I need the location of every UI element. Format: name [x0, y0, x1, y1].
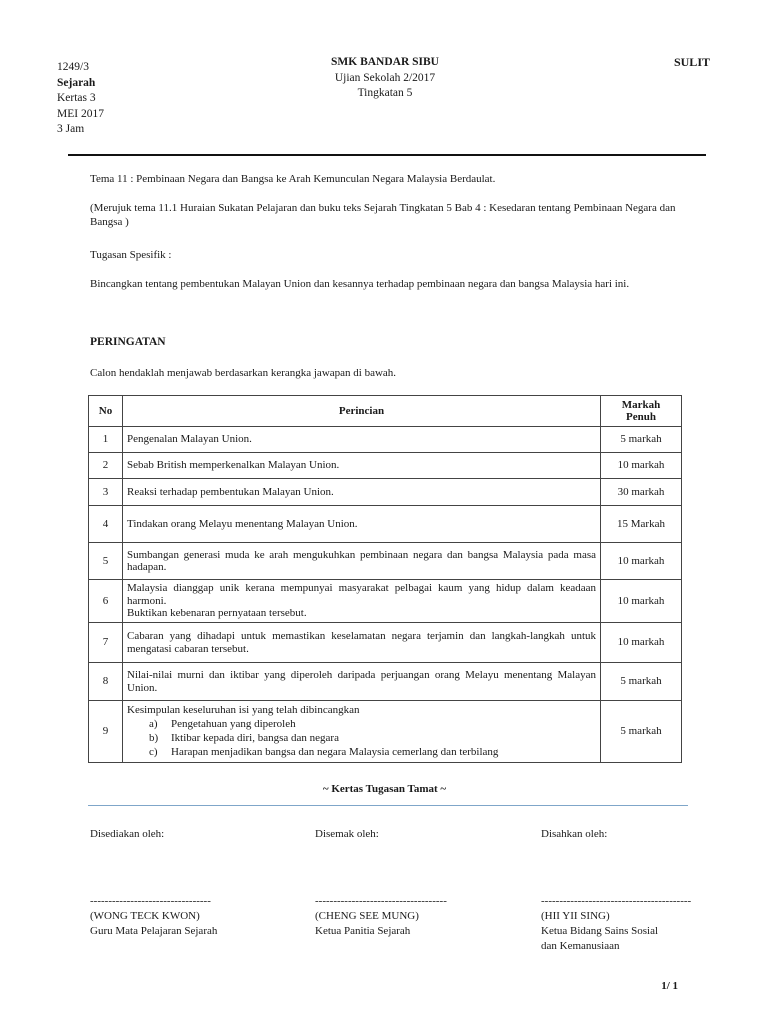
table-row [89, 663, 682, 701]
school-name: SMK BANDAR SIBU [331, 56, 439, 68]
list-item-label: c) [149, 745, 158, 758]
col-header-detail: Perincian [123, 396, 601, 427]
paper-code: 1249/3 [57, 61, 89, 73]
signatory-name: (CHENG SEE MUNG) [315, 910, 419, 922]
signatory-name: (HII YII SING) [541, 910, 610, 922]
task-label: Tugasan Spesifik : [90, 249, 172, 261]
list-item [127, 717, 596, 731]
page-number: 1/ 1 [661, 980, 678, 992]
table-row [89, 479, 682, 506]
signature-role: Disahkan oleh: [541, 828, 608, 840]
table-header-row [89, 396, 682, 427]
signatory-title: Ketua Bidang Sains Sosial [541, 925, 659, 937]
warning-title: PERINGATAN [90, 336, 166, 348]
exam-name: Ujian Sekolah 2/2017 [334, 71, 436, 84]
row-number: 2 [89, 453, 123, 479]
classification-label: SULIT [673, 55, 710, 69]
row-detail: Sumbangan generasi muda ke arah mengukuhkan pembinaan negara dan bangsa Malaysia pada masa hadapan. [123, 543, 601, 580]
row-detail-line: Kesimpulan keseluruhan isi yang telah dibincangkan [127, 704, 360, 717]
row-marks: 10 markah [601, 453, 682, 479]
row-detail [123, 701, 601, 763]
table-row [89, 701, 682, 763]
row-marks: 10 markah [601, 580, 682, 623]
row-detail-line: Buktikan kebenaran pernyataan tersebut. [127, 607, 307, 620]
form-level: Tingkatan 5 [357, 87, 413, 99]
col-header-marks-line2: Penuh [626, 411, 656, 423]
list-item-text: Pengetahuan yang diperoleh [171, 717, 296, 730]
list-item [127, 745, 596, 759]
signature-block-prepared [90, 827, 290, 939]
col-header-no: No [89, 396, 123, 427]
table-row [89, 623, 682, 663]
row-marks: 10 markah [601, 623, 682, 663]
row-number: 3 [89, 479, 123, 506]
paper-number: Kertas 3 [57, 92, 96, 104]
row-marks: 5 markah [601, 427, 682, 453]
row-number: 9 [89, 701, 123, 763]
row-marks: 10 markah [601, 543, 682, 580]
list-item-text: Iktibar kepada diri, bangsa dan negara [171, 731, 339, 744]
list-item-text: Harapan menjadikan bangsa dan negara Malaysia cemerlang dan terbilang [171, 745, 499, 758]
signatory-title: Ketua Panitia Sejarah [315, 925, 411, 937]
subject-name: Sejarah [57, 76, 96, 89]
row-number: 7 [89, 623, 123, 663]
row-detail: Tindakan orang Melayu menentang Malayan Union. [123, 506, 601, 543]
header-divider [68, 154, 706, 156]
list-item-label: b) [149, 731, 159, 744]
row-marks: 15 Markah [601, 506, 682, 543]
signature-line: --------------------------------- [90, 895, 211, 907]
row-detail-line: Malaysia dianggap unik kerana mempunyai masyarakat pelbagai kaum yang hidup dalam keadaan harmoni. [127, 582, 596, 607]
col-header-marks-line1: Markah [621, 398, 661, 411]
signature-role: Disemak oleh: [315, 828, 379, 840]
header-left-block [57, 60, 104, 138]
signature-line: ------------------------------------ [315, 895, 447, 907]
row-number: 4 [89, 506, 123, 543]
row-detail: Pengenalan Malayan Union. [123, 427, 601, 453]
answer-framework-table [88, 395, 682, 763]
row-detail: Cabaran yang dihadapi untuk memastikan keselamatan negara terjamin dan langkah-langkah untuk mengatasi cabaran tersebut. [123, 623, 601, 663]
signatory-title: Guru Mata Pelajaran Sejarah [90, 925, 218, 937]
row-detail: Reaksi terhadap pembentukan Malayan Union. [123, 479, 601, 506]
exam-duration: 3 Jam [57, 123, 85, 135]
row-number: 1 [89, 427, 123, 453]
row-detail: Nilai-nilai murni dan iktibar yang diperoleh daripada perjuangan orang Melayu menentang Malayan Union. [123, 663, 601, 701]
table-row [89, 543, 682, 580]
list-item [127, 731, 596, 745]
row-detail: Sebab British memperkenalkan Malayan Union. [123, 453, 601, 479]
table-row [89, 580, 682, 623]
signature-block-approved [541, 827, 741, 954]
signature-line: ----------------------------------------- [541, 895, 692, 907]
table-row [89, 453, 682, 479]
task-text: Bincangkan tentang pembentukan Malayan Union dan kesannya terhadap pembinaan negara dan bangsa Malaysia hari ini. [90, 278, 630, 290]
signature-block-checked [315, 827, 515, 939]
row-marks: 30 markah [601, 479, 682, 506]
list-item-label: a) [149, 717, 158, 730]
exam-month-year: MEI 2017 [57, 107, 104, 120]
row-marks: 5 markah [601, 701, 682, 763]
row-number: 5 [89, 543, 123, 580]
table-row [89, 506, 682, 543]
row-number: 6 [89, 580, 123, 623]
row-number: 8 [89, 663, 123, 701]
instruction-text: Calon hendaklah menjawab berdasarkan kerangka jawapan di bawah. [90, 367, 397, 379]
col-header-marks [601, 396, 682, 427]
row-marks: 5 markah [601, 663, 682, 701]
signatory-name: (WONG TECK KWON) [90, 910, 200, 922]
footer-divider [88, 805, 688, 806]
signatory-title-line2: dan Kemanusiaan [541, 940, 620, 952]
table-row [89, 427, 682, 453]
row-detail [123, 580, 601, 623]
signature-role: Disediakan oleh: [90, 828, 165, 840]
header-center-block [285, 55, 485, 102]
reference-text: (Merujuk tema 11.1 Huraian Sukatan Pelajaran dan buku teks Sejarah Tingkatan 5 Bab 4 : Kesedaran tentang Pembinaan Negara dan Bangsa ) [90, 202, 676, 228]
theme-text: Tema 11 : Pembinaan Negara dan Bangsa ke Arah Kemunculan Negara Malaysia Berdaulat. [90, 173, 496, 185]
end-note: ~ Kertas Tugasan Tamat ~ [322, 783, 447, 795]
